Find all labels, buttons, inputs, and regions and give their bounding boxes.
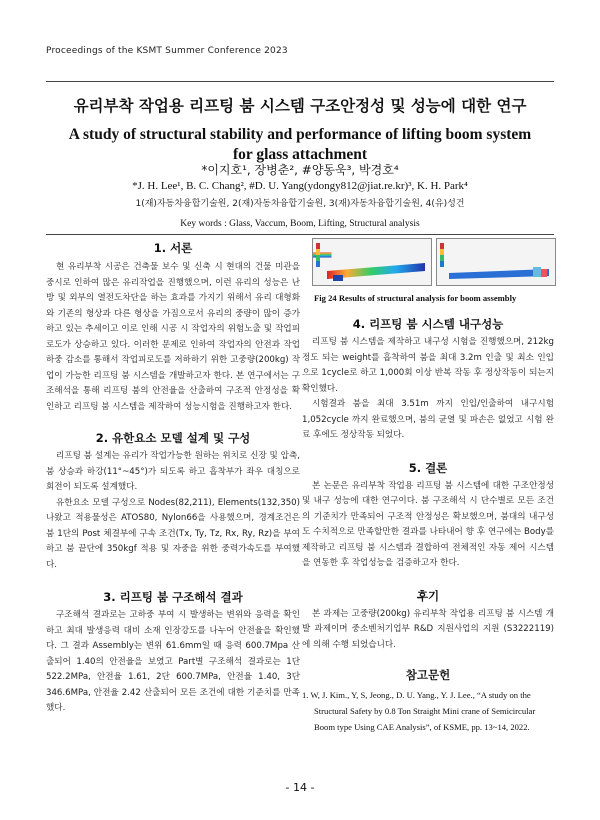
section-fem-title: 2. 유한요소 모델 설계 및 구성 [95,431,251,445]
section-fem-text2: 유한요소 모델 구성으로 Nodes(82,211), Elements(132,350)나왔고 적용물성은 ATOS80, Nylon66을 사용했으며, 경계조건은 붐 1단의 Post 체결부에 구속 조건(Tx, Ty, Tz, Rx, Ry, Rz)을 부여하고 붐 끝단에 350kgf 적용 및 자중을 위한 중력가속도를 부여했다. [46,497,300,570]
title-english [50,125,550,165]
running-header: Proceedings of the KSMT Summer Conference 2023 [46,46,288,56]
title-korean: 유리부착 작업용 리프팅 붐 시스템 구조안정성 및 성능에 대한 연구 [73,97,527,115]
header-rule [46,81,554,82]
authors-korean: *이지호¹, 장병춘², #양동욱³, 박경호⁴ [201,163,399,177]
keywords: Key words : Glass, Vaccum, Boom, Lifting, Structural analysis [180,219,420,229]
title-english-line1: A study of structural stability and performance of lifting boom system [68,126,532,143]
section-intro-text: 현 유리부착 시공은 건축물 보수 및 신축 시 현대의 건물 미관을 중시로 인하여 많은 유리작업을 진행했으며, 이런 유리의 성능은 난방 및 외부의 열전도차단을 하는 효과를 가지기 위해서 유리 대형화와 기존의 형상과 다른 형상을 가짐으로서 유리의 중량이 많이 증가하고 있는 추세이고 이로 인해 시공 시 작업자의 위험노출 및 작업피로도가 상승하고 있다. 이러한 문제로 인하여 작업자의 안전과 작업하중 감소를 통해서 작업피로도를 저하하기 위한 고중량(200kg) 작업이 가능한 리프팅 붐 시스템을 개발하고자 한다. 본 연구에서는 구조해석을 통해 리프팅 붐의 안전율을 산출하여 구조적 안정성을 확인하고 리프팅 붐 시스템을 제작하여 성능시험을 진행하고자 한다. [46,262,300,412]
section-boom-analysis-text: 구조해석 결과로는 고하중 부여 시 발생하는 변위와 응력을 확인하고 최대 발생응력 대비 소재 인장강도를 나누어 안전율을 확인했다. 그 결과 Assembly는 변위 61.6mm일 때 응력 600.7Mpa 산출되어 1.40의 안전율을 보였고 Part별 구조해석 결과로는 1단 522.2MPa, 안전율 1.61, 2단 600.7MPa, 안전율 1.40, 3단 346.6MPa, 안전율 2.42 산출되어 모든 조건에 대한 기준치를 만족했다. [46,610,300,713]
section-durability-text2: 시험결과 붐을 최대 3.51m 까지 인입/인출하여 내구시험 1,052cycle 까지 완료했으며, 붐의 균열 및 파손은 없었고 시험 완료 후에도 정상작동 되었다. [302,399,554,440]
section-fem-text1: 리프팅 붐 설계는 유리가 작업가능한 원하는 위치로 신장 및 압축, 붐 상승과 하강(11°~45°)가 되도록 하고 흡착부가 좌우 대칭으로 회전이 되도록 설계했다. [46,451,300,492]
section-references-title: 참고문헌 [405,668,451,682]
section-conclusion-text: 본 논문은 유리부착 작업용 리프팅 붐 시스템에 대한 구조안정성 및 내구 성능에 대한 연구이다. 붐 구조해석 시 단수별로 모든 조건의 기준치가 만족되어 구조적 안정성은 확보했으며, 붐대의 내구성도 수치적으로 만족할만한 결과를 나타내어 향 후 연구에는 Body를 제작하고 리프팅 붐 시스템과 결합하여 전체적인 자동 제어 시스템을 연동한 후 작업성능을 검증하고자 한다. [302,480,554,568]
reference-item: 1. W, J. Kim., Y, S, Jeong., D. U. Yang., Y. J. Lee., “A study on the Structural Safety by 0.8 Ton Straight Mini crane of Semicircular Boom type Using CAE Analysis”, of KSME, pp. 13~14, 2022. [302,690,536,732]
section-durability-title: 4. 리프팅 붐 시스템 내구성능 [352,317,504,331]
structural-analysis-figure [312,238,472,284]
section-durability-text1: 리프팅 붐 시스템을 제작하고 내구성 시험을 진행했으며, 212kg 정도 되는 weight를 흡착하여 붐을 최대 3.2m 인출 및 최소 인입으로 1cycle로 하고 1,000회 이상 반복 작동 후 정상작동이 되는지 확인했다. [302,337,554,394]
section-acknowledgment-text: 본 과제는 고중량(200kg) 유리부착 작업용 리프팅 붐 시스템 개발 과제이며 중소벤처기업부 R&D 지원사업의 지원 (S3222119)에 의해 수행 되었습니다. [302,608,554,650]
contour-plot-2 [437,239,555,285]
figure-panel-contour-2 [436,238,556,286]
right-column [302,316,554,735]
contour-plot-1 [313,239,431,285]
section-intro-title: 1. 서론 [153,241,193,255]
title-english-line2: for glass attachment [232,146,368,163]
affiliations: 1(재)자동차융합기술원, 2(재)자동차융합기술원, 3(재)자동차융합기술원, 4(유)성건 [135,199,465,209]
left-column [46,240,300,717]
section-acknowledgment-title: 후기 [416,588,440,603]
figure-caption: Fig 24 Results of structural analysis for boom assembly [314,293,517,303]
section-conclusion-title: 5. 결론 [408,460,448,475]
page-number: - 14 - [285,781,315,794]
authors-english: *J. H. Lee¹, B. C. Chang², #D. U. Yang(ydongy812@jiat.re.kr)³, K. H. Park⁴ [132,180,468,192]
section-boom-analysis-title: 3. 리프팅 붐 구조해석 결과 [103,590,243,604]
figure-panel-contour-1 [312,238,432,286]
keywords-rule [46,234,554,235]
